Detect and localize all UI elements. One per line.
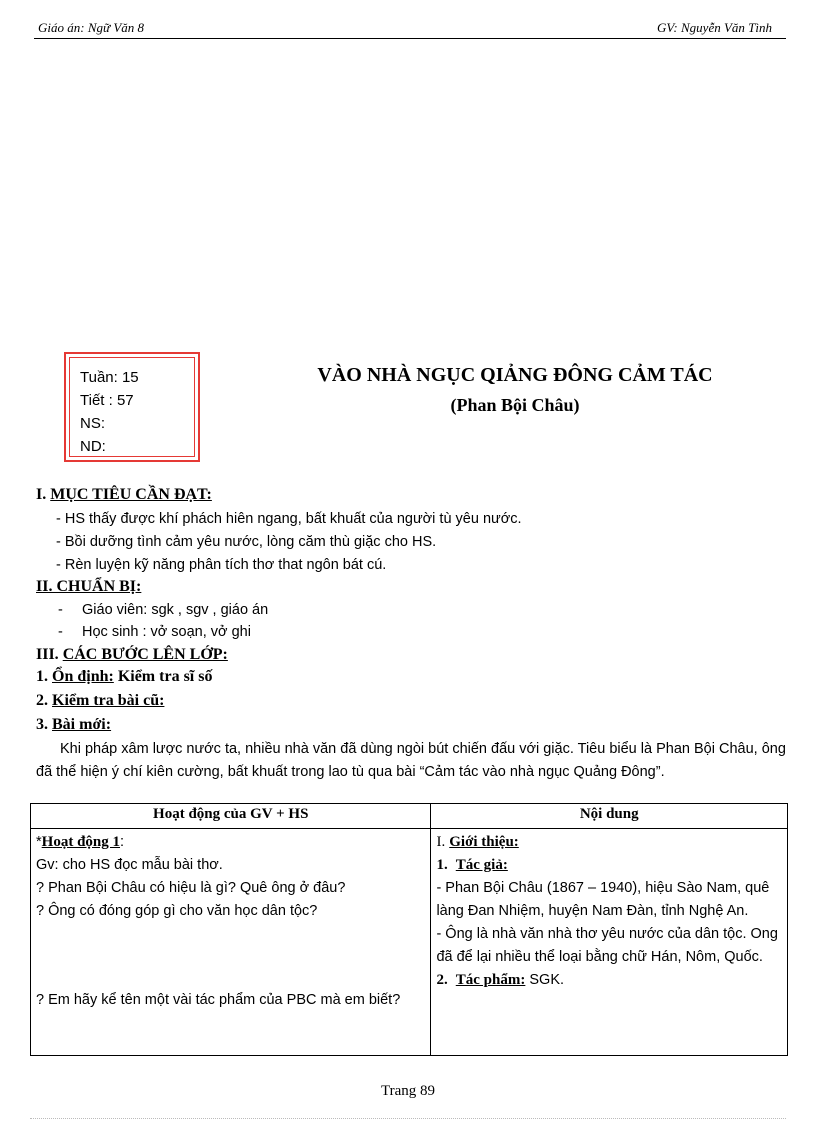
- header-divider: [34, 38, 786, 39]
- author-heading: [436, 854, 782, 877]
- activity-heading: [36, 831, 425, 854]
- works-label: Tác phẩm:: [455, 972, 526, 988]
- section-objectives-heading: [36, 486, 212, 504]
- lesson-info-box: [64, 352, 200, 462]
- section-objectives-num: I.: [36, 486, 47, 503]
- header-subject: Giáo án: Ngữ Văn 8: [38, 20, 145, 35]
- page-number: Trang 89: [380, 1083, 436, 1099]
- objective-item: - Rèn luyện kỹ năng phân tích thơ that ngôn bát cú.: [56, 557, 387, 573]
- activity-line: ? Phan Bội Châu có hiệu là gì? Quê ông ở đâu?: [36, 880, 346, 896]
- author-contribution: - Ông là nhà văn nhà thơ yêu nước của dân tộc. Ong đã để lại nhiều thể loại bằng chữ Hán, Nôm, Quốc.: [436, 926, 778, 965]
- intro-num: I.: [436, 834, 446, 850]
- step-num: 1.: [36, 668, 48, 685]
- works-heading: [436, 969, 782, 992]
- lesson-number: Tiết : 57: [80, 392, 134, 409]
- activity-table: [30, 803, 788, 1056]
- intro-label: Giới thiệu:: [449, 834, 519, 850]
- step-label: Bài mới:: [52, 716, 112, 733]
- step-num: 2.: [36, 692, 48, 709]
- section-preparation-title: II. CHUẨN BỊ:: [36, 578, 142, 595]
- intro-paragraph: Khi pháp xâm lược nước ta, nhiều nhà văn đã dùng ngòi bút chiến đấu với giặc. Tiêu biểu là Phan Bội Châu, ông đã thể hiện ý chí kiên cường, bất khuất trong lao tù qua bài “Cảm tác vào nhà ngục Quảng Đông”.: [36, 741, 786, 780]
- header-teacher: GV: Nguyễn Văn Tình: [656, 20, 772, 35]
- week-label: Tuần: 15: [80, 369, 139, 386]
- step-stabilize: [36, 668, 212, 686]
- preparation-teacher: Giáo viên: sgk , sgv , giáo án: [82, 602, 269, 618]
- activity-line: Gv: cho HS đọc mẫu bài thơ.: [36, 857, 223, 873]
- activity-label: Hoạt động 1: [41, 834, 121, 850]
- activity-suffix: :: [120, 834, 125, 850]
- col-header-activities: Hoạt động của GV + HS: [31, 804, 431, 829]
- lesson-author: (Phan Bội Châu): [450, 395, 580, 415]
- step-label: Ổn định:: [52, 668, 114, 685]
- lesson-title: VÀO NHÀ NGỤC QIẢNG ĐÔNG CẢM TÁC: [317, 364, 713, 386]
- activity-prefix: *: [36, 834, 42, 850]
- works-text: SGK.: [525, 972, 565, 988]
- col-header-content: Nội dung: [431, 804, 788, 829]
- step-new-lesson: [36, 716, 111, 734]
- section-preparation-heading: [36, 578, 141, 596]
- intro-heading: [436, 831, 782, 854]
- author-label: Tác giả:: [455, 857, 508, 873]
- ns-label: NS:: [80, 415, 106, 432]
- step-text: Kiểm tra sĩ số: [113, 668, 213, 685]
- author-num: 1.: [436, 857, 448, 873]
- preparation-student: Học sinh : vở soạn, vở ghi: [82, 624, 251, 640]
- content-cell: [431, 829, 788, 1056]
- activities-cell: [31, 829, 431, 1056]
- step-review: [36, 692, 164, 710]
- activity-line: ? Ông có đóng góp gì cho văn học dân tộc?: [36, 903, 318, 919]
- objective-item: - HS thấy được khí phách hiên ngang, bất khuất của người tù yêu nước.: [56, 511, 522, 527]
- section-steps-num: III.: [36, 646, 59, 663]
- preparation-item: - Học sinh : vở soạn, vở ghi: [58, 624, 251, 640]
- step-num: 3.: [36, 716, 48, 733]
- section-steps-heading: [36, 646, 228, 664]
- activity-bottom-question: ? Em hãy kể tên một vài tác phẩm của PBC mà em biết?: [36, 992, 401, 1008]
- section-steps-title: CÁC BƯỚC LÊN LỚP:: [62, 646, 228, 663]
- author-bio: - Phan Bội Châu (1867 – 1940), hiệu Sào Nam, quê làng Đan Nhiệm, huyện Nam Đàn, tỉnh Nghệ An.: [436, 880, 770, 919]
- works-num: 2.: [436, 972, 448, 988]
- nd-label: ND:: [80, 438, 106, 455]
- preparation-item: - Giáo viên: sgk , sgv , giáo án: [58, 602, 269, 618]
- footer-divider: [30, 1118, 786, 1119]
- step-label: Kiểm tra bài cũ:: [52, 692, 165, 709]
- objective-item: - Bồi dưỡng tình cảm yêu nước, lòng căm thù giặc cho HS.: [56, 534, 437, 550]
- section-objectives-title: MỤC TIÊU CẦN ĐẠT:: [50, 486, 212, 503]
